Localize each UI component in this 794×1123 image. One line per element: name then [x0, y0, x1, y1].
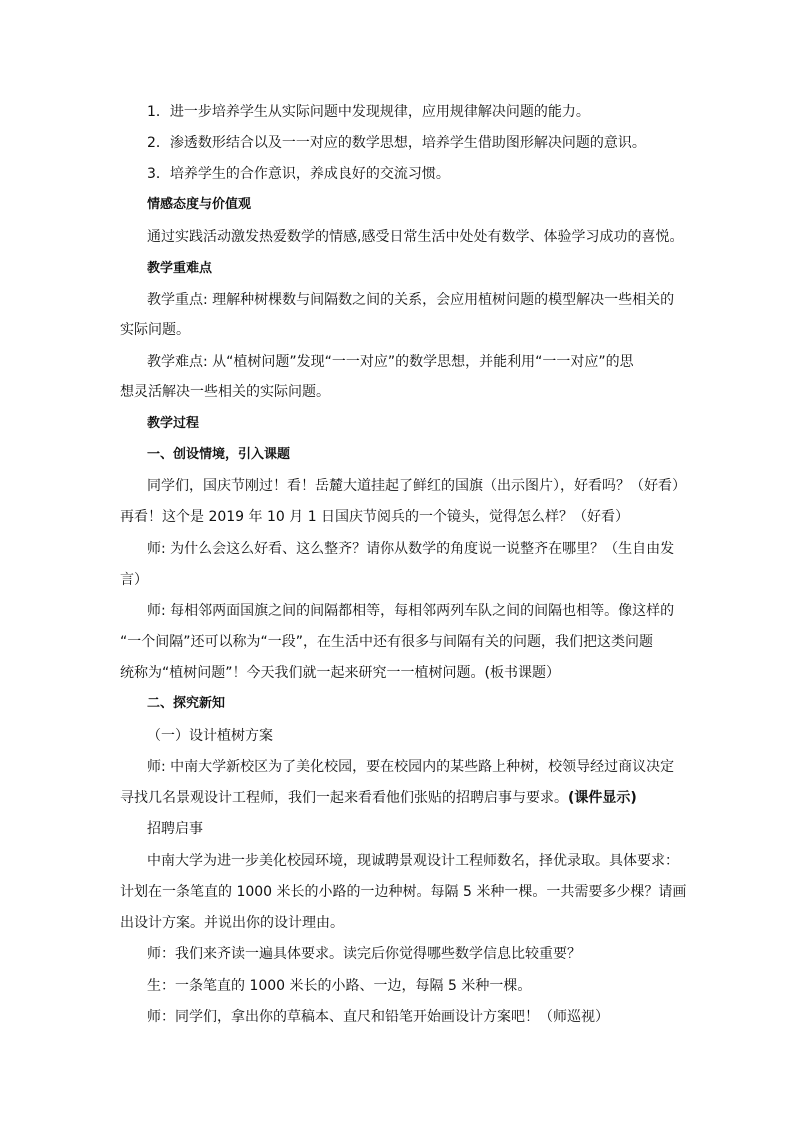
design-line-2-note: (课件显示) — [568, 790, 637, 806]
difficult-point-line-2: 想灵活解决一些相关的实际问题。 — [120, 384, 330, 400]
objective-2: 2．渗透数形结合以及一一对应的数学思想，培养学生借助图形解决问题的意识。 — [147, 135, 646, 151]
design-line-2 — [120, 788, 794, 808]
subheading-explore: 二、探究新知 — [147, 696, 226, 711]
intro-line-2: 再看！这个是 2019 年 10 月 1 日国庆节阅兵的一个镜头，觉得怎么样？（好看） — [120, 509, 630, 525]
key-point-line-1: 教学重点: 理解种树棵数与间隔数之间的关系，会应用植树问题的模型解决一些相关的 — [147, 292, 675, 308]
section-heading-attitude: 情感态度与价值观 — [147, 197, 252, 212]
recruitment-title: 招聘启事 — [147, 821, 203, 837]
recruitment-line-3: 出设计方案。并说出你的设计理由。 — [120, 915, 344, 931]
teacher-explain-line-3: 统称为“植树问题”！今天我们就一起来研究一一植树问题。(板书课题） — [120, 665, 560, 681]
teacher-explain-line-1: 师: 每相邻两面国旗之间的间隔都相等，每相邻两列车队之间的间隔也相等。像这样的 — [147, 603, 675, 619]
intro-line-1: 同学们，国庆节刚过！看！岳麓大道挂起了鲜红的国旗（出示图片），好看吗？（好看） — [147, 478, 686, 494]
section-heading-process: 教学过程 — [147, 416, 200, 431]
subheading-design: （一）设计植树方案 — [147, 728, 273, 744]
key-point-line-2: 实际问题。 — [120, 322, 190, 338]
difficult-point-line-1: 教学难点: 从“植树问题”发现“一一对应”的数学思想，并能利用“一一对应”的思 — [147, 354, 634, 370]
student-answer-line: 生：一条笔直的 1000 米长的小路、一边，每隔 5 米种一棵。 — [147, 978, 532, 994]
section-heading-key-points: 教学重难点 — [147, 261, 213, 276]
recruitment-line-2: 计划在一条笔直的 1000 米长的小路的一边种树。每隔 5 米种一棵。一共需要多少棵？请画 — [120, 884, 687, 900]
design-line-2-text: 寻找几名景观设计工程师，我们一起来看看他们张贴的招聘启事与要求。 — [120, 790, 568, 806]
teacher-explain-line-2: “一个间隔”还可以称为“一段”，在生活中还有很多与间隔有关的问题，我们把这类问题 — [120, 634, 654, 650]
teacher-instruction-line: 师：同学们，拿出你的草稿本、直尺和铅笔开始画设计方案吧！（师巡视） — [147, 1009, 609, 1025]
recruitment-line-1: 中南大学为进一步美化校园环境，现诚聘景观设计工程师数名，择优录取。具体要求： — [147, 853, 679, 869]
teacher-question-line-1: 师: 为什么会这么好看、这么整齐？请你从数学的角度说一说整齐在哪里？（生自由发 — [147, 541, 675, 557]
objective-1: 1．进一步培养学生从实际问题中发现规律，应用规律解决问题的能力。 — [147, 104, 590, 120]
teacher-read-line: 师：我们来齐读一遍具体要求。读完后你觉得哪些数学信息比较重要？ — [147, 946, 581, 962]
teacher-question-line-2: 言） — [120, 572, 148, 588]
subheading-introduce: 一、创设情境，引入课题 — [147, 447, 291, 462]
paragraph-attitude: 通过实践活动激发热爱数学的情感,感受日常生活中处处有数学、体验学习成功的喜悦。 — [147, 229, 684, 245]
objective-3: 3．培养学生的合作意识，养成良好的交流习惯。 — [147, 166, 450, 182]
design-line-1: 师: 中南大学新校区为了美化校园，要在校园内的某些路上种树，校领导经过商议决定 — [147, 759, 675, 775]
